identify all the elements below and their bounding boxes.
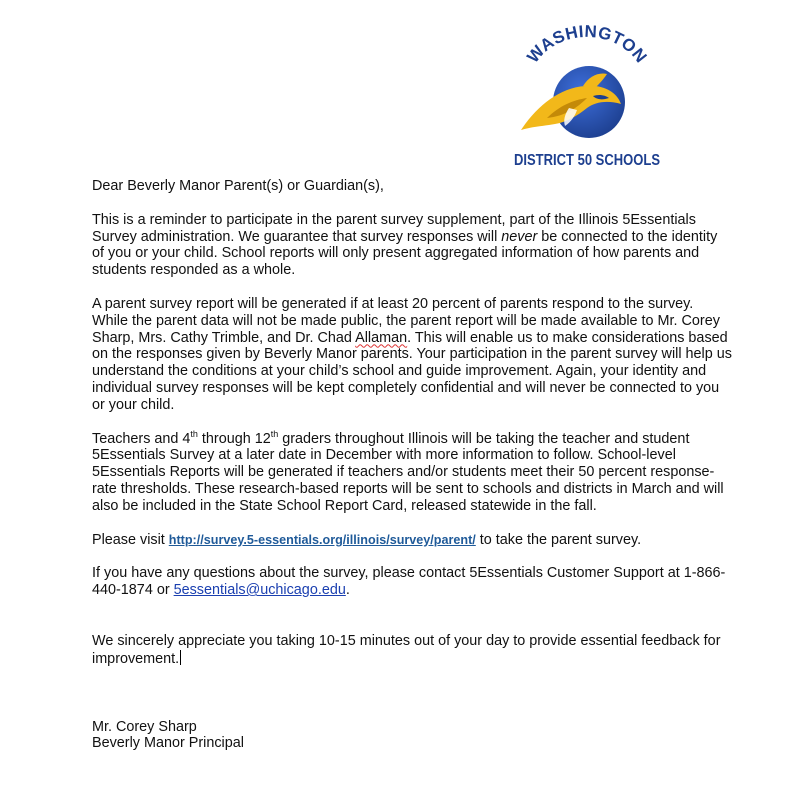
- p3-text-c: graders throughout Illinois will be taking the teacher and student 5Essentials Survey at a later date in December with more information to follow. School-level 5Essentials Reports will be generated if teachers and/or students meet their 50 percent response-rate thresholds. These research-based reports will be sent to schools and districts in March and will also be included in the State School Report Card, released statewide in the fall.: [92, 430, 724, 514]
- p5-text-a: If you have any questions about the survey, please contact 5Essentials Customer Support at 1-866-440-1874 or: [92, 565, 726, 599]
- wildcat-head-icon: [521, 66, 625, 138]
- salutation: Dear Beverly Manor Parent(s) or Guardian(s),: [92, 178, 384, 194]
- p2-name-spellcheck: Allaman: [355, 329, 408, 346]
- p6-text: We sincerely appreciate you taking 10-15 minutes out of your day to provide essential feedback for improvement.: [92, 632, 721, 667]
- paragraph-report: [92, 296, 732, 414]
- paragraph-teachers-students: [92, 428, 732, 515]
- p1-emphasis: never: [501, 228, 538, 245]
- paragraph-thanks: [92, 633, 732, 668]
- logo-bottom-text: DISTRICT 50 SCHOOLS: [514, 152, 660, 169]
- paragraph-questions: [92, 565, 732, 599]
- paragraph-reminder: [92, 212, 732, 279]
- p3-sup-1: th: [190, 428, 198, 439]
- p1-text-b: be connected to the identity of you or your child. School reports will only present aggregated information of how parents and students responded as a whole.: [92, 228, 718, 279]
- p3-sup-2: th: [270, 428, 279, 439]
- p1-text-a: This is a reminder to participate in the parent survey supplement, part of the Illinois 5Essentials Survey administration. We guarantee that survey responses will: [92, 211, 696, 245]
- signature-title: Beverly Manor Principal: [92, 735, 244, 752]
- paragraph-visit: [92, 532, 732, 549]
- p2-text-a: A parent survey report will be generated if at least 20 percent of parents respond to the survey. While the parent data will not be made public, the parent report will be made available to Mr. Corey Sharp, Mrs. Cathy Trimble, and Dr. Chad: [92, 295, 720, 346]
- survey-link[interactable]: http://survey.5-essentials.org/illinois/survey/parent/: [168, 532, 476, 547]
- signature-name: Mr. Corey Sharp: [92, 718, 197, 735]
- p3-text-b: through 12: [197, 430, 271, 447]
- letter-body: [92, 178, 732, 752]
- text-cursor: [180, 650, 181, 665]
- p4-text-a: Please visit: [92, 531, 169, 548]
- p5-text-b: .: [345, 582, 350, 599]
- p3-text-a: Teachers and 4: [92, 430, 191, 447]
- p4-text-b: to take the parent survey.: [475, 531, 642, 548]
- support-email-link[interactable]: 5essentials@uchicago.edu: [173, 582, 346, 599]
- logo-top-text: WASHINGTON: [523, 22, 651, 67]
- district-logo: [507, 22, 667, 172]
- p2-text-b: . This will enable us to make considerations based on the responses given by Beverly Manor parents. Your participation in the parent survey will help us understand the conditions at your child’s school and guide improvement. Again, your identity and individual survey responses will be kept completely confidential and will never be connected to you or your child.: [92, 329, 732, 413]
